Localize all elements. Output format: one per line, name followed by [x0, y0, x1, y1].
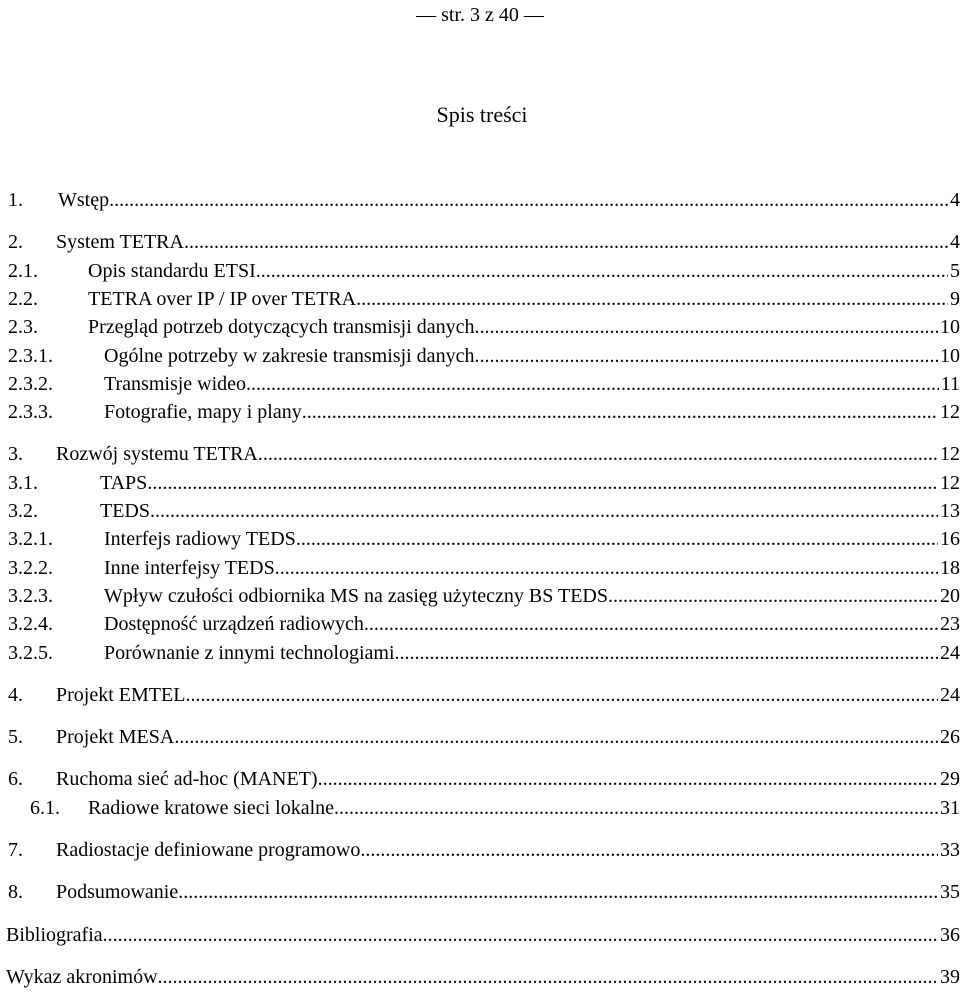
toc-entry-page: 24 — [940, 684, 960, 706]
toc-dot-leader — [302, 398, 938, 426]
toc-entry-page: 16 — [940, 528, 960, 550]
toc-entry-title: Fotografie, mapy i plany — [104, 401, 302, 423]
toc-entry[interactable] — [8, 440, 960, 468]
toc-entry[interactable] — [8, 610, 960, 638]
toc-entry[interactable] — [8, 878, 960, 906]
toc-dot-leader — [356, 285, 948, 313]
toc-dot-leader — [178, 878, 938, 906]
toc-entry-page: 12 — [940, 401, 960, 423]
toc-entry-number: 7. — [8, 839, 23, 861]
toc-entry[interactable] — [8, 723, 960, 751]
toc-entry-page: 29 — [940, 768, 960, 790]
toc-entry-page: 36 — [940, 924, 960, 946]
toc-entry-title: Projekt EMTEL — [56, 684, 186, 706]
toc-entry-number: 2. — [8, 231, 23, 253]
toc-entry-number: 3.2.3. — [8, 585, 53, 607]
toc-entry-page: 9 — [950, 288, 960, 310]
toc-entry-title: Interfejs radiowy TEDS — [104, 528, 296, 550]
toc-entry-page: 26 — [940, 726, 960, 748]
toc-entry-page: 24 — [940, 642, 960, 664]
toc-entry-page: 13 — [940, 500, 960, 522]
toc-dot-leader — [395, 639, 939, 667]
toc-entry-number: 2.3. — [8, 316, 38, 338]
toc-entry-number: 6.1. — [30, 797, 60, 819]
toc-entry-number: 8. — [8, 881, 23, 903]
toc-entry-title: TAPS — [100, 472, 148, 494]
toc-entry-number: 3.2.4. — [8, 613, 53, 635]
toc-entry[interactable] — [8, 313, 960, 341]
toc-dot-leader — [174, 723, 938, 751]
toc-entry[interactable] — [8, 228, 960, 256]
toc-entry-title: TETRA over IP / IP over TETRA — [88, 288, 357, 310]
toc-entry-page: 12 — [940, 472, 960, 494]
toc-dot-leader — [318, 765, 938, 793]
toc-entry[interactable] — [8, 398, 960, 426]
toc-entry[interactable] — [8, 525, 960, 553]
toc-entry[interactable] — [8, 681, 960, 709]
toc-dot-leader — [184, 228, 948, 256]
toc-dot-leader — [103, 921, 938, 949]
toc-entry-title: Ogólne potrzeby w zakresie transmisji danych — [104, 345, 475, 367]
toc-entry-title: Transmisje wideo — [104, 373, 247, 395]
toc-entry-number: 3.1. — [8, 472, 38, 494]
toc-dot-leader — [364, 610, 938, 638]
toc-entry[interactable] — [8, 639, 960, 667]
toc-dot-leader — [147, 469, 938, 497]
toc-entry-title: Radiostacje definiowane programowo — [56, 839, 361, 861]
toc-dot-leader — [608, 582, 938, 610]
toc-entry[interactable] — [8, 469, 960, 497]
toc-entry-page: 5 — [950, 260, 960, 282]
toc-entry-page: 31 — [940, 797, 960, 819]
toc-dot-leader — [150, 497, 938, 525]
toc-entry[interactable] — [6, 963, 960, 991]
toc-entry[interactable] — [30, 794, 960, 822]
toc-entry-page: 11 — [940, 373, 960, 395]
toc-entry-number: 3.2.2. — [8, 557, 53, 579]
toc-entry[interactable] — [6, 921, 960, 949]
toc-dot-leader — [258, 440, 938, 468]
toc-entry-page: 10 — [940, 345, 960, 367]
toc-entry[interactable] — [8, 765, 960, 793]
toc-entry-title: Wpływ czułości odbiornika MS na zasięg użyteczny BS TEDS — [104, 585, 608, 607]
toc-entry-number: 5. — [8, 726, 23, 748]
toc-entry-title: Radiowe kratowe sieci lokalne — [88, 797, 335, 819]
toc-entry-number: 4. — [8, 684, 23, 706]
toc-dot-leader — [256, 257, 948, 285]
toc-entry-page: 4 — [950, 189, 960, 211]
toc-entry-title: Inne interfejsy TEDS — [104, 557, 275, 579]
toc-entry-title: Rozwój systemu TETRA — [56, 443, 258, 465]
toc-entry-number: 2.3.3. — [8, 401, 53, 423]
toc-dot-leader — [474, 342, 938, 370]
toc-entry-page: 39 — [940, 966, 960, 988]
toc-dot-leader — [158, 963, 938, 991]
toc-entry-page: 4 — [950, 231, 960, 253]
toc-title: Spis treści — [436, 102, 528, 127]
toc-entry-title: Dostępność urządzeń radiowych — [104, 613, 364, 635]
toc-entry-number: 6. — [8, 768, 23, 790]
toc-entry[interactable] — [8, 554, 960, 582]
toc-entry-number: 3.2.5. — [8, 642, 53, 664]
toc-entry-number: 2.3.1. — [8, 345, 53, 367]
toc-entry-page: 23 — [940, 613, 960, 635]
toc-entry-title: Przegląd potrzeb dotyczących transmisji danych — [88, 316, 475, 338]
toc-entry[interactable] — [8, 836, 960, 864]
toc-entry[interactable] — [8, 370, 960, 398]
toc-entry-number: 1. — [8, 189, 23, 211]
toc-entry-title: Projekt MESA — [56, 726, 175, 748]
toc-entry-number: 3. — [8, 443, 23, 465]
toc-entry-page: 18 — [940, 557, 960, 579]
toc-entry-title: System TETRA — [56, 231, 184, 253]
toc-dot-leader — [296, 525, 938, 553]
toc-dot-leader — [246, 370, 939, 398]
toc-dot-leader — [360, 836, 938, 864]
toc-entry-number: 2.3.2. — [8, 373, 53, 395]
toc-entry[interactable] — [8, 285, 960, 313]
toc-entry-title: TEDS — [100, 500, 150, 522]
toc-entry-title: Ruchoma sieć ad-hoc (MANET) — [56, 768, 318, 790]
toc-entry-title: Porównanie z innymi technologiami — [104, 642, 395, 664]
toc-entry[interactable] — [8, 582, 960, 610]
toc-dot-leader — [275, 554, 938, 582]
toc-entry-title: Podsumowanie — [56, 881, 179, 903]
page-number-label: — str. 3 z 40 — — [416, 4, 544, 26]
toc-entry-page: 20 — [940, 585, 960, 607]
toc-entry-number: 2.1. — [8, 260, 38, 282]
toc-entry-title: Bibliografia — [6, 924, 103, 946]
toc-entry-page: 33 — [940, 839, 960, 861]
toc-dot-leader — [475, 313, 938, 341]
toc-entry-page: 10 — [940, 316, 960, 338]
toc-entry-page: 12 — [940, 443, 960, 465]
toc-entry-title: Wykaz akronimów — [6, 966, 158, 988]
toc-entry-title: Wstęp — [58, 189, 110, 211]
toc-entry-title: Opis standardu ETSI — [88, 260, 256, 282]
toc-entry[interactable] — [8, 342, 960, 370]
toc-entry-number: 2.2. — [8, 288, 38, 310]
toc-entry[interactable] — [8, 186, 960, 214]
toc-dot-leader — [334, 794, 938, 822]
toc-entry[interactable] — [8, 257, 960, 285]
toc-dot-leader — [109, 186, 948, 214]
toc-entry-page: 35 — [940, 881, 960, 903]
toc-entry-number: 3.2. — [8, 500, 38, 522]
toc-entry-number: 3.2.1. — [8, 528, 53, 550]
toc-dot-leader — [185, 681, 938, 709]
toc-entry[interactable] — [8, 497, 960, 525]
